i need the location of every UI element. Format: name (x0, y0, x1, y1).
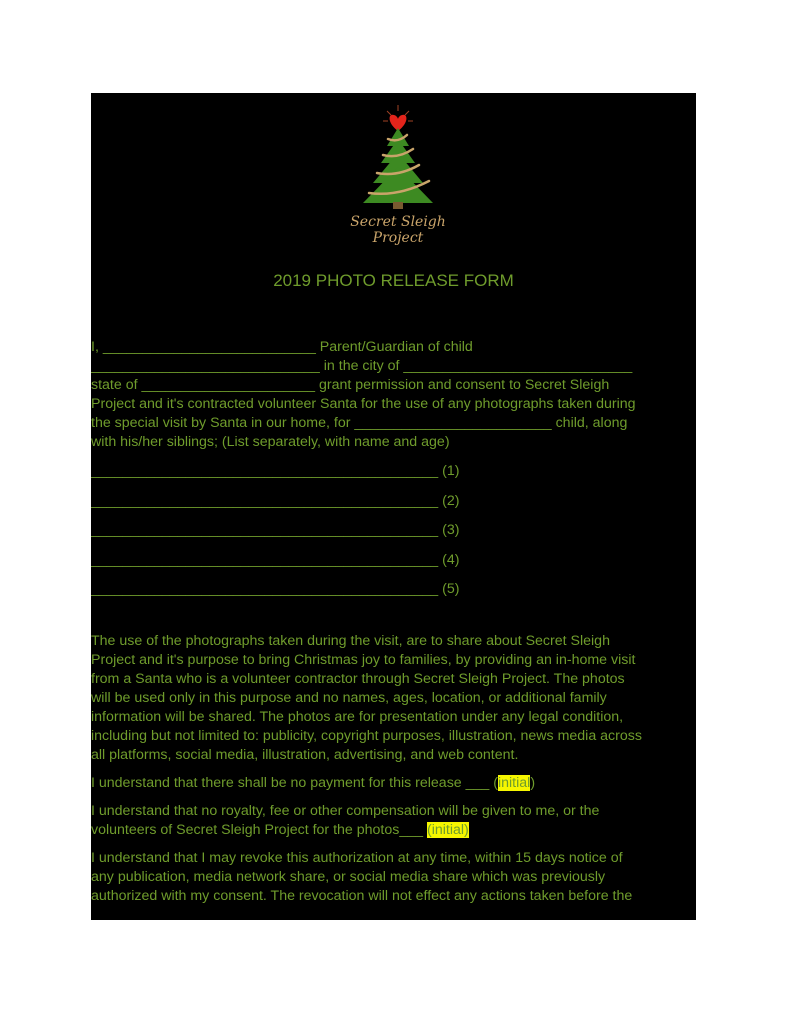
use-line: including but not limited to: publicity, copyright purposes, illustration, news media across (91, 728, 642, 744)
intro-line: the special visit by Santa in our home, for _________________________ child, along (91, 415, 628, 431)
use-line: The use of the photographs taken during the visit, are to share about Secret Sleigh (91, 633, 610, 649)
intro-line: _____________________________ in the city of _____________________________ (91, 358, 633, 374)
use-line: information will be shared. The photos are for presentation under any legal condition, (91, 709, 624, 725)
intro-line: with his/her siblings; (List separately, with name and age) (91, 434, 450, 450)
royalty-line-2 (91, 821, 696, 840)
payment-initial-highlight: initial (497, 775, 531, 791)
revoke-line: I understand that I may revoke this authorization at any time, within 15 days notice of (91, 850, 623, 866)
form-page (91, 93, 696, 920)
payment-close-paren: ) (530, 775, 536, 791)
royalty-line-1: I understand that no royalty, fee or other compensation will be given to me, or the (91, 803, 600, 819)
royalty-initial-highlight: (initial) (426, 822, 469, 838)
intro-line: I, ___________________________ Parent/Guardian of child (91, 339, 473, 355)
form-body (91, 338, 696, 906)
sibling-line-1: ____________________________________________ (1) (91, 463, 460, 479)
revoke-line: any publication, media network share, or social media share which was previously (91, 869, 606, 885)
payment-open-paren: ( (493, 775, 498, 791)
sibling-line-2: ____________________________________________ (2) (91, 492, 460, 509)
sibling-line-4: ____________________________________________ (4) (91, 551, 460, 568)
use-line: will be used only in this purpose and no names, ages, location, or additional family (91, 690, 607, 706)
use-line: all platforms, social media, illustration, advertising, and web content. (91, 747, 519, 763)
use-line: from a Santa who is a volunteer contractor through Secret Sleigh Project. The photos (91, 671, 625, 687)
sibling-line-3: ____________________________________________ (3) (91, 522, 460, 538)
intro-line: Project and it's contracted volunteer Santa for the use of any photographs taken during (91, 396, 636, 412)
christmas-tree-logo (343, 101, 453, 251)
form-title: 2019 PHOTO RELEASE FORM (273, 271, 514, 290)
payment-text: I understand that there shall be no payment for this release ___ (91, 775, 494, 791)
royalty-text: volunteers of Secret Sleigh Project for the photos___ (91, 822, 427, 838)
svg-text:Project: Project (372, 230, 424, 246)
sibling-line-5: ____________________________________________ (5) (91, 581, 460, 597)
intro-line: state of ______________________ grant permission and consent to Secret Sleigh (91, 377, 610, 393)
use-line: Project and it's purpose to bring Christmas joy to families, by providing an in-home visit (91, 652, 636, 668)
payment-line (91, 774, 696, 793)
revoke-line: authorized with my consent. The revocation will not effect any actions taken before the (91, 888, 633, 904)
svg-text:Secret Sleigh: Secret Sleigh (350, 214, 446, 230)
